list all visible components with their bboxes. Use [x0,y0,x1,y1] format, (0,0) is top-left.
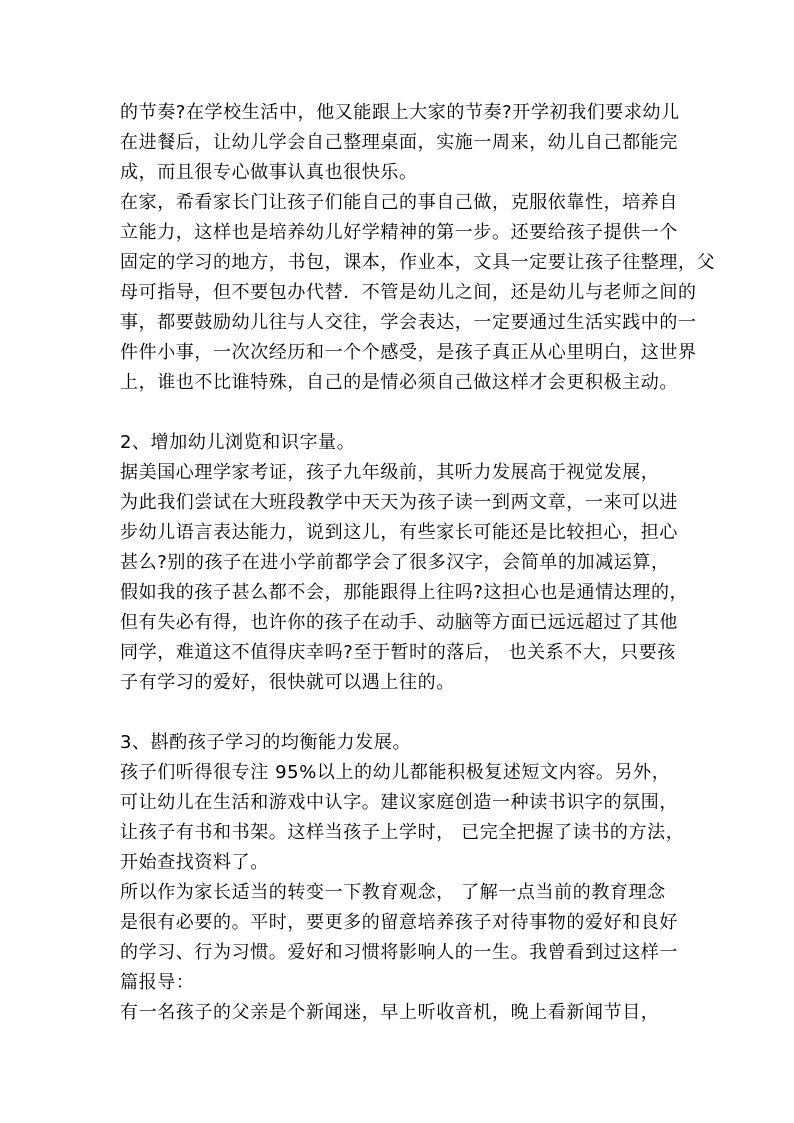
text-line: 所以作为家长适当的转变一下教育观念， 了解一点当前的教育理念 [120,882,666,903]
text-line: 孩子们听得很专注 95%以上的幼儿都能积极复述短文内容。另外， [120,762,671,783]
text-line: 立能力，这样也是培养幼儿好学精神的第一步。还要给孩子提供一个 [120,222,678,243]
text-line: 可让幼儿在生活和游戏中认字。建议家庭创造一种读书识字的氛围， [120,792,678,813]
section-heading: 2、增加幼儿浏览和识字量。 [120,432,356,453]
text-line: 的节奏?在学校生活中，他又能跟上大家的节奏?开学初我们要求幼儿 [120,102,680,123]
text-line: 让孩子有书和书架。这样当孩子上学时， 已完全把握了读书的方法， [120,822,685,843]
section-heading: 3、斟酌孩子学习的均衡能力发展。 [120,732,412,753]
text-line: 在进餐后，让幼儿学会自己整理桌面，实施一周来，幼儿自己都能完 [120,132,678,153]
text-line: 篇报导： [120,972,195,993]
text-line: 在家，希看家长门让孩子们能自己的事自己做，克服依靠性，培养自 [120,192,678,213]
text-line: 事，都要鼓励幼儿往与人交往，学会表达，一定要通过生活实践中的一 [120,312,697,333]
text-line: 假如我的孩子甚么都不会，那能跟得上往吗?这担心也是通情达理的， [120,582,689,603]
text-line: 开始查找资料了。 [120,852,269,873]
text-line: 的学习、行为习惯。爱好和习惯将影响人的一生。我曾看到过这样一 [120,942,678,963]
text-line: 固定的学习的地方，书包，课本，作业本，文具一定要让孩子往整理，父 [120,252,716,273]
text-line: 成，而且很专心做事认真也很快乐。 [120,162,418,183]
text-line: 有一名孩子的父亲是个新闻迷，早上听收音机，晚上看新闻节目， [120,1002,660,1023]
text-line: 步幼儿语言表达能力，说到这儿，有些家长可能还是比较担心，担心 [120,522,678,543]
text-line: 子有学习的爱好，很快就可以遇上往的。 [120,672,455,693]
text-line: 上，谁也不比谁特殊，自己的是情必须自己做这样才会更积极主动。 [120,372,678,393]
text-line: 据美国心理学家考证，孩子九年级前，其听力发展高于视觉发展， [120,462,660,483]
text-line: 但有失必有得，也许你的孩子在动手、动脑等方面已远远超过了其他 [120,612,678,633]
text-line: 甚么?别的孩子在进小学前都学会了很多汉字，会简单的加减运算， [120,552,670,573]
text-line: 件件小事，一次次经历和一个个感受，是孩子真正从心里明白，这世界 [120,342,697,363]
text-line: 同学，难道这不值得庆幸吗?至于暂时的落后， 也关系不大，只要孩 [120,642,676,663]
text-line: 为此我们尝试在大班段教学中天天为孩子读一到两文章，一来可以进 [120,492,678,513]
text-line: 是很有必要的。平时，要更多的留意培养孩子对待事物的爱好和良好 [120,912,678,933]
text-line: 母可指导，但不要包办代替．不管是幼儿之间，还是幼儿与老师之间的 [120,282,697,303]
